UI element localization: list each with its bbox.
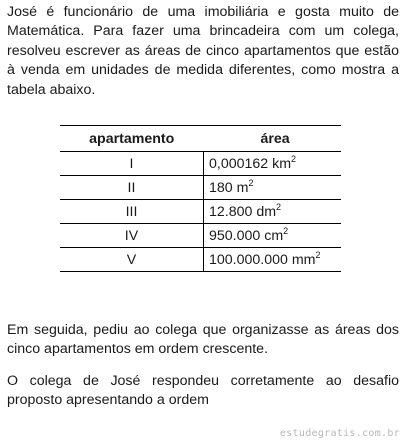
area-exponent: 2 xyxy=(276,201,282,212)
apartment-cell: I xyxy=(60,152,204,176)
apartment-cell: V xyxy=(60,248,204,272)
apartment-cell: IV xyxy=(60,224,204,248)
area-value: 12.800 dm xyxy=(209,203,277,220)
area-cell xyxy=(204,224,342,248)
area-exponent: 2 xyxy=(291,153,297,164)
header-apartment: apartamento xyxy=(60,126,204,152)
area-exponent: 2 xyxy=(248,177,254,188)
areas-table-container xyxy=(60,125,341,272)
area-cell xyxy=(204,152,342,176)
area-cell xyxy=(204,176,342,200)
watermark-text: estudegratis.com.br xyxy=(279,428,400,439)
area-value: 180 m xyxy=(209,179,249,196)
table-row xyxy=(60,200,341,224)
table-row xyxy=(60,176,341,200)
areas-table xyxy=(60,125,341,272)
table-row xyxy=(60,152,341,176)
intro-paragraph: José é funcionário de uma imobiliária e gosta muito de Matemática. Para fazer uma brincadeira com um colega, resolveu escrever as áreas de cinco apartamentos que estão à venda em unidades de medida diferentes, como mostra a tabela abaixo. xyxy=(7,4,399,98)
apartment-cell: II xyxy=(60,176,204,200)
answer-prompt-paragraph: O colega de José respondeu corretamente ao desafio proposto apresentando a ordem xyxy=(7,373,399,409)
table-row xyxy=(60,248,341,272)
area-value: 0,000162 km xyxy=(209,155,292,172)
area-value: 950.000 cm xyxy=(209,227,284,244)
table-header-row xyxy=(60,126,341,152)
header-area: área xyxy=(204,126,342,152)
area-exponent: 2 xyxy=(283,225,289,236)
apartment-cell: III xyxy=(60,200,204,224)
area-cell xyxy=(204,200,342,224)
table-row xyxy=(60,224,341,248)
area-exponent: 2 xyxy=(315,249,321,260)
area-value: 100.000.000 mm xyxy=(209,251,316,268)
request-paragraph: Em seguida, pediu ao colega que organizasse as áreas dos cinco apartamentos em ordem crescente. xyxy=(7,322,399,358)
area-cell xyxy=(204,248,342,272)
